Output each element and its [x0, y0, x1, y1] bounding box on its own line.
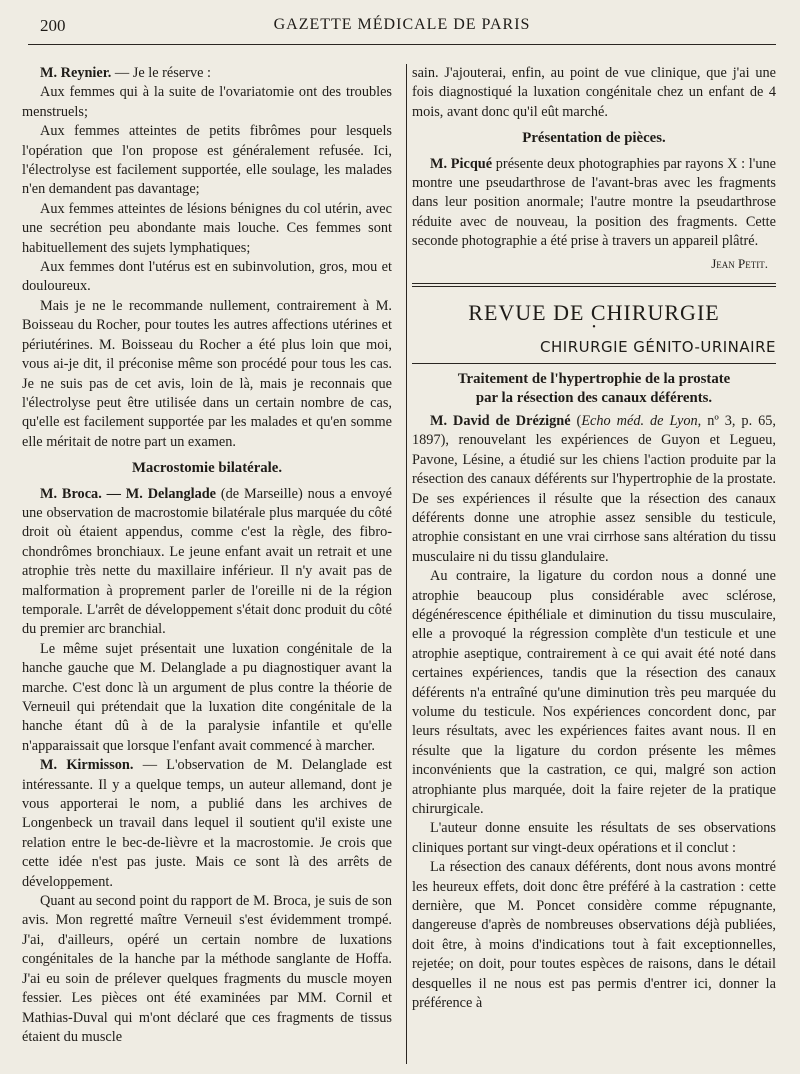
section-rule [412, 283, 776, 287]
paragraph: Aux femmes dont l'utérus est en subinvolution, gros, mou et douloureux. [22, 259, 392, 295]
paragraph: Quant au second point du rapport de M. Broca, je suis de son avis. Mon regretté maître Verneuil s'est évidemment trompé. J'ai, d'ailleurs, opéré un certain nombre de luxations congénitales de la hanche par la méthode sanglante de Hoffa. J'ai eu soin de prélever quelques fragments du muscle moyen fessier. Les pièces ont été examinées par MM. Cornil et Mathias-Duval qui m'ont déclaré que ces fragments de tissus étaient du muscle [22, 893, 392, 1045]
paragraph: sain. J'ajouterai, enfin, au point de vue clinique, que j'ai une fois diagnostiqué la luxation congénitale chez un enfant de 4 mois, avant donc qu'il eût marché. [412, 65, 776, 120]
journal-title: GAZETTE MÉDICALE DE PARIS [273, 16, 531, 33]
subsection-rule [412, 363, 776, 364]
paragraph-text: présente deux photographies par rayons X : l'une montre une pseudarthrose de l'avant-bras avec les fragments dans leur position anormale; l'autre montre la pseudarthrose réduite avec de nouveau, la position des fragments. Cette seconde photographie a été prise à travers un appareil plâtré. [412, 155, 776, 250]
paragraph: Aux femmes atteintes de lésions bénignes du col utérin, avec une secrétion peu abondante mais louche. Ces femmes sont habituellement des sujets lymphatiques; [22, 200, 392, 256]
paragraph-text: — Je le réserve : [111, 65, 211, 81]
paragraph-picque [412, 155, 776, 252]
paragraph-text: ( [570, 412, 582, 429]
paragraph: La résection des canaux déférents, dont nous avons montré les heureux effets, doit donc être préféré à la castration : cette dernière, que M. Poncet considère comme répugnante, dangereuse d'après de nombreuses observations déjà publiées, doit être, à moins d'indications tout à fait exceptionnelles, rejetée; on doit, pour toutes espèces de raisons, dans le détail desquelles il ne nous est pas permis d'entrer ici, donner la préférence à [412, 859, 776, 1012]
header-rule [28, 44, 776, 45]
paragraph: L'auteur donne ensuite les résultats de ses observations cliniques portant sur vingt-deux opérations et il conclut : [412, 820, 776, 856]
paragraph: Aux femmes atteintes de petits fibrômes pour lesquels l'opération que l'on propose est généralement refusée. Ici, l'électrolyse est facilement supportée, elle soulage, les malades n'en demandent pas davantage; [22, 123, 392, 198]
paragraph-broca [22, 485, 392, 640]
page-number: 200 [40, 16, 66, 35]
article-title [412, 370, 776, 408]
subheading-presentation: Présentation de pièces. [522, 130, 666, 147]
article-title-line: Traitement de l'hypertrophie de la prostate [457, 370, 731, 387]
speaker-picque: M. Picqué [430, 155, 493, 172]
paragraph-reynier [22, 64, 392, 83]
article-title-line: par la résection des canaux déférents. [475, 389, 713, 406]
paragraph: Au contraire, la ligature du cordon nous a donné une atrophie beaucoup plus considérable avec sclérose, dégénérescence épithéliale et diminution du tissu musculaire, elle a provoqué la régression complète d'un testicule et une atrophie aseptique, contrairement à ce qui avait été noté dans certaines expériences, tandis que la résection des canaux déférents n'a entraîné qu'une diminution très peu marquée du volume du testicule. Nos expériences concordent donc, par leurs résultats, avec les expériences faites avant nous. Il en résulte que la ligature du cordon présente les mêmes inconvénients que la castration, ce qui, malgré son action atrophiante plus marquée, doit la faire rejeter de la pratique chirurgicale. [412, 568, 776, 817]
paragraph-text: (de Marseille) nous a envoyé une observation de macrostomie bilatérale plus marquée du côté droit où étaient appendus, comme c'est la règle, des fibro-chondrômes bronchiaux. Le jeune enfant avait un retrait et une atrophie très nette du maxillaire inférieur. Il n'y avait pas de malformation à proprement parler de l'oreille ni de la région temporale. L'arrêt de développement s'était donc produit du côté du premier arc branchial. [22, 485, 392, 638]
left-column [22, 64, 392, 1047]
paragraph-drezigne [412, 412, 776, 567]
subsection-title: CHIRURGIE GÉNITO-URINAIRE [540, 338, 776, 357]
signature: Jean Petit. [711, 255, 768, 271]
paragraph: Aux femmes qui à la suite de l'ovariatomie ont des troubles menstruels; [22, 84, 392, 120]
right-column [412, 64, 776, 1013]
column-divider [406, 64, 407, 1064]
subheading-macrostomie: Macrostomie bilatérale. [131, 460, 283, 477]
journal-reference: Echo méd. de Lyon [581, 412, 698, 429]
section-title: REVUE DE CHIRURGIE [468, 300, 720, 326]
speaker-broca: M. Broca. — M. Delanglade [40, 485, 217, 502]
author-drezigne: M. David de Drézigné [430, 412, 571, 429]
paragraph-kirmisson [22, 756, 392, 892]
section-ornament: • [592, 322, 596, 334]
speaker-reynier: M. Reynier. [40, 65, 112, 81]
page-header [28, 14, 776, 38]
paragraph-text: , nº 3, p. 65, 1897), renouvelant les expériences de Guyon et Legueu, Pavone, Lésine, a étudié sur les chiens l'action produite par la résection des canaux déférents sur l'hypertrophie de la prostate. De ses expériences il résulte que la résection des canaux déférents donne une atrophie assez sensible du testicule, atrophie consistant en une vrai cirrhose sans altération du tissu musculaire ni du tissu glandulaire. [412, 412, 776, 565]
paragraph: Le même sujet présentait une luxation congénitale de la hanche gauche que M. Delanglade a pu diagnostiquer avant la marche. C'est donc là un argument de plus contre la théorie de Verneuil qui prétendait que la luxation dite congénitale de la hanche étant dû à de la paralysie infantile et qu'elle n'apparaissait que lorsque l'enfant avait commencé à marcher. [22, 640, 392, 754]
paragraph-text: — L'observation de M. Delanglade est intéressante. Il y a quelque temps, un auteur allemand, dont je vous apporterai le nom, a publié dans les archives de Longenbeck un travail dans lequel il soutient qu'il existe une relation entre le bec-de-lièvre et la macrostomie. Je crois que cette idée n'est pas juste. Mais ce sont là des arrêts de développement. [22, 757, 393, 890]
paragraph: Mais je ne le recommande nullement, contrairement à M. Boisseau du Rocher, pour toutes les autres affections utérines et périutérines. M. Boisseau du Rocher a été plus loin que moi, vous ai-je dit, il préconise même son procédé pour tous les cas. Je ne suis pas de cet avis, loin de là, mais je reconnais que l'électrolyse peut être utilisée dans un certain nombre de cas, qu'elle est facilement supportée par les malades et qu'en somme elle méritait de notre part un examen. [22, 297, 392, 450]
speaker-kirmisson: M. Kirmisson. [40, 757, 134, 774]
